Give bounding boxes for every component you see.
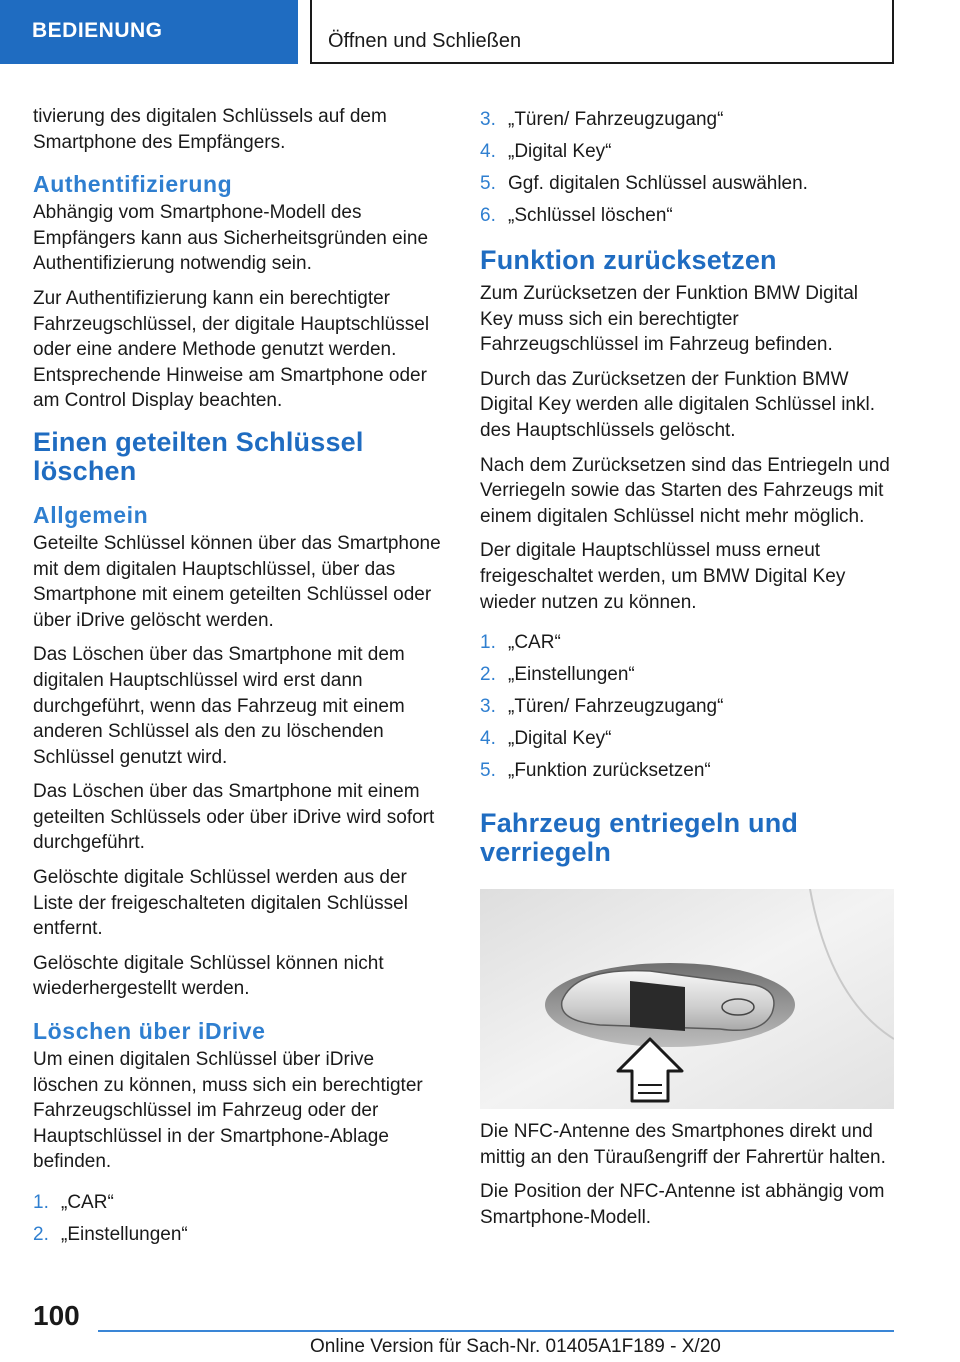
page-header [0, 0, 960, 84]
step-text: „CAR“ [61, 1192, 114, 1213]
reset-paragraph-2: Durch das Zurücksetzen der Funktion BMW Digital Key werden alle digitalen Schlüssel inkl. des Hauptschlüssels gelöscht. [480, 368, 875, 441]
step-number: 3. [480, 696, 496, 718]
unlock-paragraph-2: Die Position der NFC-Antenne ist abhängig vom Smartphone-Modell. [480, 1181, 885, 1228]
right-column [480, 104, 894, 1240]
list-item [480, 627, 894, 659]
idrive-heading: Löschen über iDrive [33, 1018, 266, 1045]
step-text: „Funktion zurücksetzen“ [508, 760, 711, 782]
list-item [480, 755, 894, 787]
reset-function-heading: Funktion zurücksetzen [480, 245, 777, 275]
step-text: „Einstellungen“ [508, 664, 635, 686]
section-title: BEDIENUNG [32, 19, 163, 42]
list-item [480, 723, 894, 755]
step-text: „Digital Key“ [508, 141, 612, 162]
section-tab [0, 0, 298, 64]
general-paragraph-2: Das Löschen über das Smartphone mit dem digitalen Hauptschlüssel wird erst dann durchgeführt, wenn das Fahrzeug mit einem anderen Schlüssel als den zu löschenden Schlüssel genutzt wird. [33, 644, 405, 768]
intro-paragraph: tivierung des digitalen Schlüssels auf dem Smartphone des Empfängers. [33, 106, 387, 153]
unlock-paragraph-1: Die NFC-Antenne des Smartphones direkt und mittig an den Türaußengriff der Fahrertür halten. [480, 1121, 886, 1168]
idrive-paragraph: Um einen digitalen Schlüssel über iDrive löschen zu können, muss sich ein berechtigter Fahrzeugschlüssel im Fahrzeug oder der Hauptschlüssel in der Smartphone-Ablage befinden. [33, 1049, 423, 1173]
idrive-steps [33, 1187, 443, 1251]
reset-paragraph-4: Der digitale Hauptschlüssel muss erneut freigeschaltet werden, um BMW Digital Key wieder nutzen zu können. [480, 540, 846, 613]
step-number: 2. [480, 664, 496, 686]
step-number: 2. [33, 1224, 49, 1245]
list-item [480, 659, 894, 691]
left-column [33, 104, 443, 1251]
general-paragraph-5: Gelöschte digitale Schlüssel können nicht wiederhergestellt werden. [33, 952, 384, 1000]
step-text: „CAR“ [508, 632, 561, 654]
general-paragraph-4: Gelöschte digitale Schlüssel werden aus der Liste der freigeschalteten digitalen Schlüssel entfernt. [33, 867, 408, 940]
step-text: „Türen/ Fahrzeugzugang“ [508, 109, 724, 130]
reset-steps [480, 627, 894, 787]
footer-version: Online Version für Sach-Nr. 01405A1F189 - X/20 [310, 1336, 721, 1357]
door-handle-icon [480, 889, 894, 1109]
step-number: 6. [480, 205, 496, 226]
delete-shared-key-heading: Einen geteilten Schlüssel löschen [33, 426, 364, 486]
unlock-lock-heading: Fahrzeug entriegeln und verriegeln [480, 808, 799, 868]
step-number: 5. [480, 760, 496, 782]
list-item [33, 1219, 443, 1251]
door-handle-illustration [480, 889, 894, 1109]
chapter-title: Öffnen und Schließen [328, 30, 522, 52]
list-item [480, 136, 894, 168]
list-item [480, 691, 894, 723]
page-number: 100 [33, 1300, 80, 1331]
list-item [480, 168, 894, 200]
auth-paragraph-2: Zur Authentifizierung kann ein berechtigter Fahrzeugschlüssel, der digitale Hauptschlüssel oder eine andere Methode genutzt werden. Entsprechende Hinweise am Smartphone oder am Control Display beachten. [33, 287, 430, 412]
step-number: 1. [33, 1192, 49, 1213]
step-number: 3. [480, 109, 496, 130]
general-paragraph-1: Geteilte Schlüssel können über das Smartphone mit dem digitalen Hauptschlüssel, über das Smartphone mit einem geteilten Schlüssel oder über iDrive gelöscht werden. [33, 532, 441, 631]
authentication-heading: Authentifizierung [33, 171, 233, 198]
step-text: Ggf. digitalen Schlüssel auswählen. [508, 173, 808, 194]
step-text: „Schlüssel löschen“ [508, 205, 673, 226]
reset-paragraph-3: Nach dem Zurücksetzen sind das Entriegeln und Verriegeln sowie das Starten des Fahrzeugs mit einem digitalen Schlüssel nicht mehr möglich. [480, 454, 890, 527]
step-number: 4. [480, 141, 496, 162]
list-item [33, 1187, 443, 1219]
chapter-box [310, 0, 894, 64]
auth-paragraph-1: Abhängig vom Smartphone-Modell des Empfängers kann aus Sicherheitsgründen eine Authentifizierung notwendig sein. [33, 202, 429, 275]
footer-divider [98, 1330, 894, 1332]
step-number: 4. [480, 728, 496, 750]
list-item [480, 104, 894, 136]
idrive-steps-continued [480, 104, 894, 232]
list-item [480, 200, 894, 232]
general-paragraph-3: Das Löschen über das Smartphone mit einem geteilten Schlüssels oder über iDrive wird sofort durchgeführt. [33, 781, 435, 854]
general-heading: Allgemein [33, 501, 149, 528]
step-text: „Einstellungen“ [61, 1224, 188, 1245]
step-text: „Türen/ Fahrzeugzugang“ [508, 696, 724, 718]
step-number: 1. [480, 632, 496, 654]
step-text: „Digital Key“ [508, 728, 612, 750]
step-number: 5. [480, 173, 496, 194]
reset-paragraph-1: Zum Zurücksetzen der Funktion BMW Digital Key muss sich ein berechtigter Fahrzeugschlüssel im Fahrzeug befinden. [480, 283, 859, 356]
